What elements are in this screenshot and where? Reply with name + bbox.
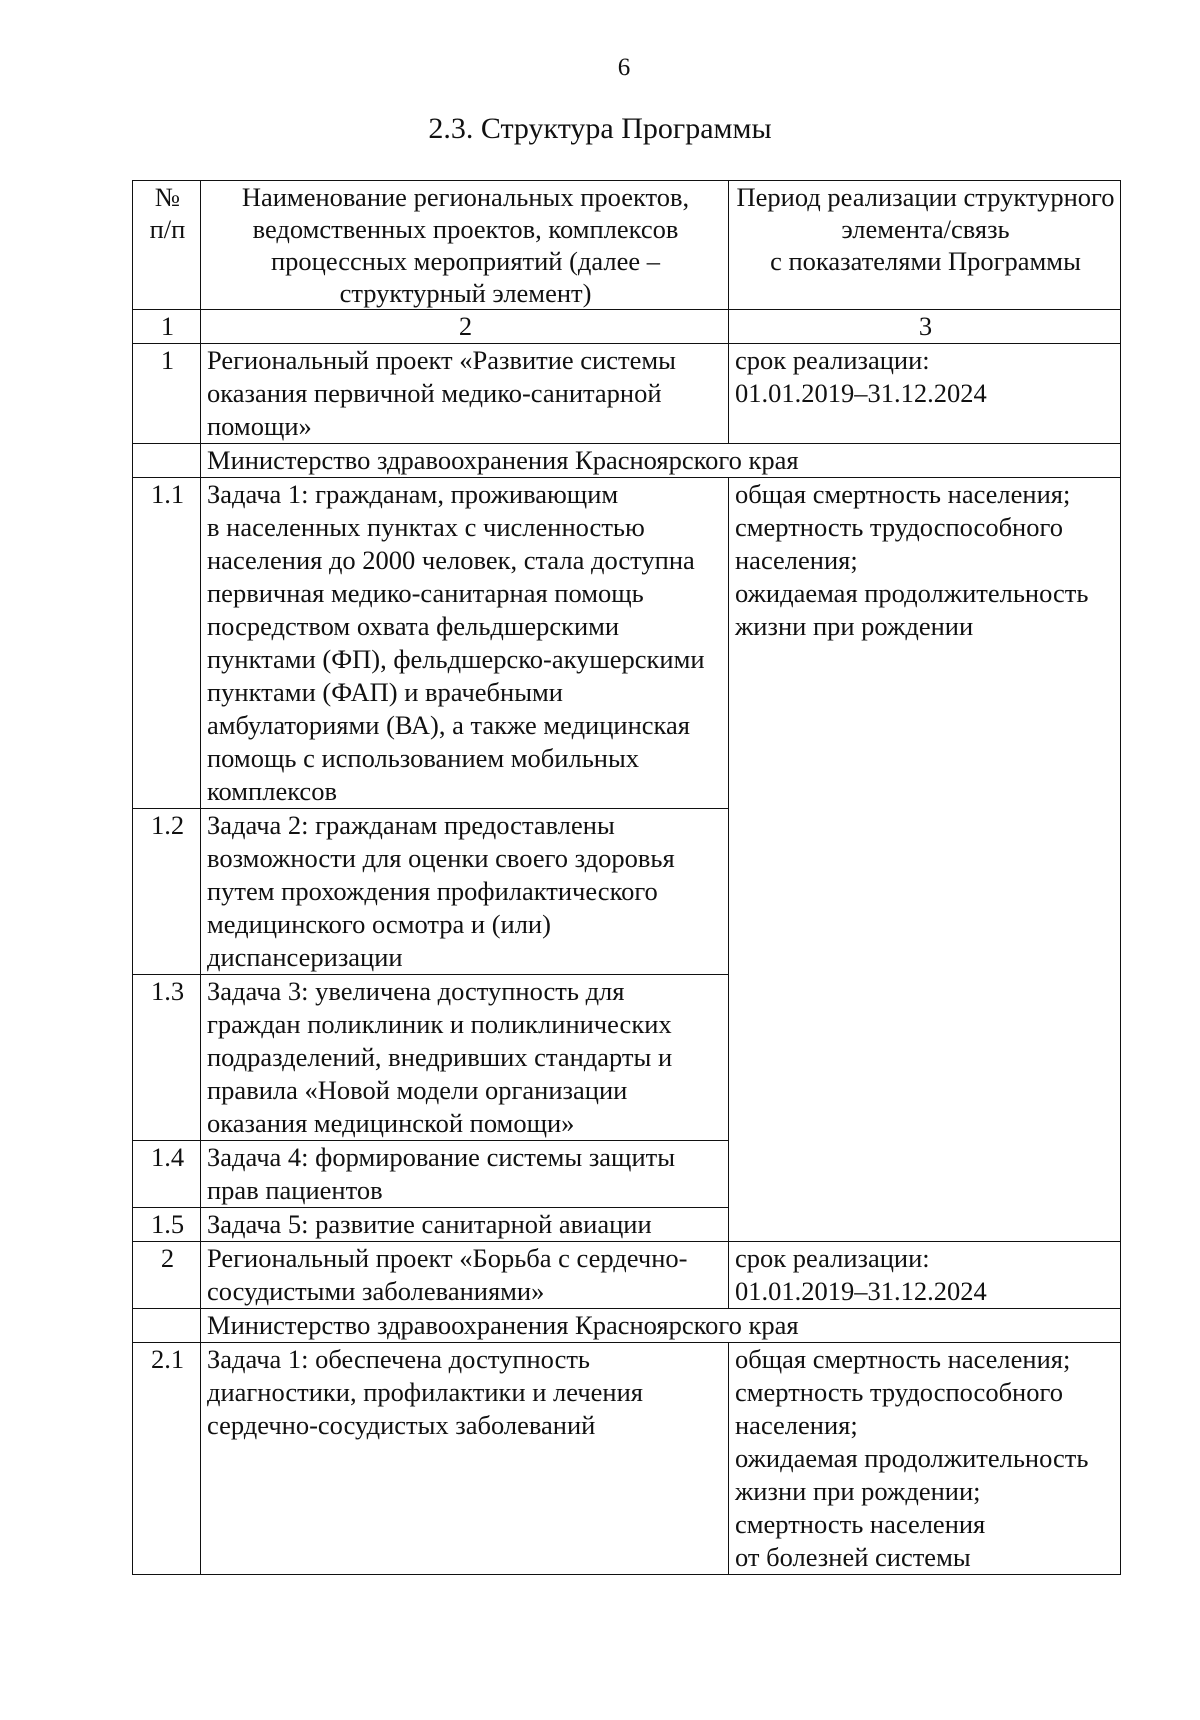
ministry-row <box>133 1309 1121 1343</box>
ministry-name: Министерство здравоохранения Красноярского края <box>201 1309 1121 1343</box>
column-number-2: 2 <box>201 310 729 344</box>
row-element-name: Задача 3: увеличена доступность для граждан поликлиник и поликлинических подразделений, внедривших стандарты и правила «Новой модели организации оказания медицинской помощи» <box>201 975 729 1141</box>
table-row <box>133 344 1121 444</box>
ministry-row <box>133 444 1121 478</box>
row-element-name: Региональный проект «Борьба с сердечно- сосудистыми заболеваниями» <box>201 1242 729 1309</box>
row-element-name: Задача 2: гражданам предоставлены возможности для оценки своего здоровья путем прохождения профилактического медицинского осмотра и (или) диспансеризации <box>201 809 729 975</box>
row-element-name: Задача 1: обеспечена доступность диагностики, профилактики и лечения сердечно-сосудистых заболеваний <box>201 1343 729 1575</box>
row-number: 1.3 <box>133 975 201 1141</box>
header-number: № п/п <box>133 181 201 310</box>
row-element-name: Задача 1: гражданам, проживающим в населенных пунктах с численностью населения до 2000 человек, стала доступна первичная медико-санитарная помощь посредством охвата фельдшерскими пунктами (ФП), фельдшерско-акушерскими пунктами (ФАП) и врачебными амбулаториями (ВА), а также медицинская помощь с использованием мобильных комплексов <box>201 478 729 809</box>
page-number: 6 <box>617 54 631 81</box>
row-number: 1.1 <box>133 478 201 809</box>
column-number-row <box>133 310 1121 344</box>
ministry-empty-cell <box>133 1309 201 1343</box>
ministry-name: Министерство здравоохранения Красноярского края <box>201 444 1121 478</box>
ministry-empty-cell <box>133 444 201 478</box>
header-element-name: Наименование региональных проектов, ведомственных проектов, комплексов процессных мероприятий (далее – структурный элемент) <box>201 181 729 310</box>
row-indicators: общая смертность населения; смертность трудоспособного населения; ожидаемая продолжительность жизни при рождении <box>729 478 1121 1242</box>
row-period: срок реализации: 01.01.2019–31.12.2024 <box>729 1242 1121 1309</box>
row-element-name: Задача 5: развитие санитарной авиации <box>201 1208 729 1242</box>
table-row <box>133 1343 1121 1575</box>
row-number: 1.4 <box>133 1141 201 1208</box>
column-number-1: 1 <box>133 310 201 344</box>
row-number: 1 <box>133 344 201 444</box>
row-number: 1.2 <box>133 809 201 975</box>
row-indicators: общая смертность населения; смертность трудоспособного населения; ожидаемая продолжительность жизни при рождении; смертность населения от болезней системы <box>729 1343 1121 1575</box>
row-number: 1.5 <box>133 1208 201 1242</box>
table-row <box>133 1242 1121 1309</box>
row-element-name: Задача 4: формирование системы защиты прав пациентов <box>201 1141 729 1208</box>
row-period: срок реализации: 01.01.2019–31.12.2024 <box>729 344 1121 444</box>
table-row <box>133 478 1121 809</box>
table-header-row <box>133 181 1121 310</box>
row-element-name: Региональный проект «Развитие системы оказания первичной медико-санитарной помощи» <box>201 344 729 444</box>
section-title: 2.3. Структура Программы <box>428 112 772 145</box>
row-number: 2 <box>133 1242 201 1309</box>
header-period: Период реализации структурного элемента/связь с показателями Программы <box>729 181 1121 310</box>
column-number-3: 3 <box>729 310 1121 344</box>
row-number: 2.1 <box>133 1343 201 1575</box>
program-structure-table <box>132 180 1121 1575</box>
